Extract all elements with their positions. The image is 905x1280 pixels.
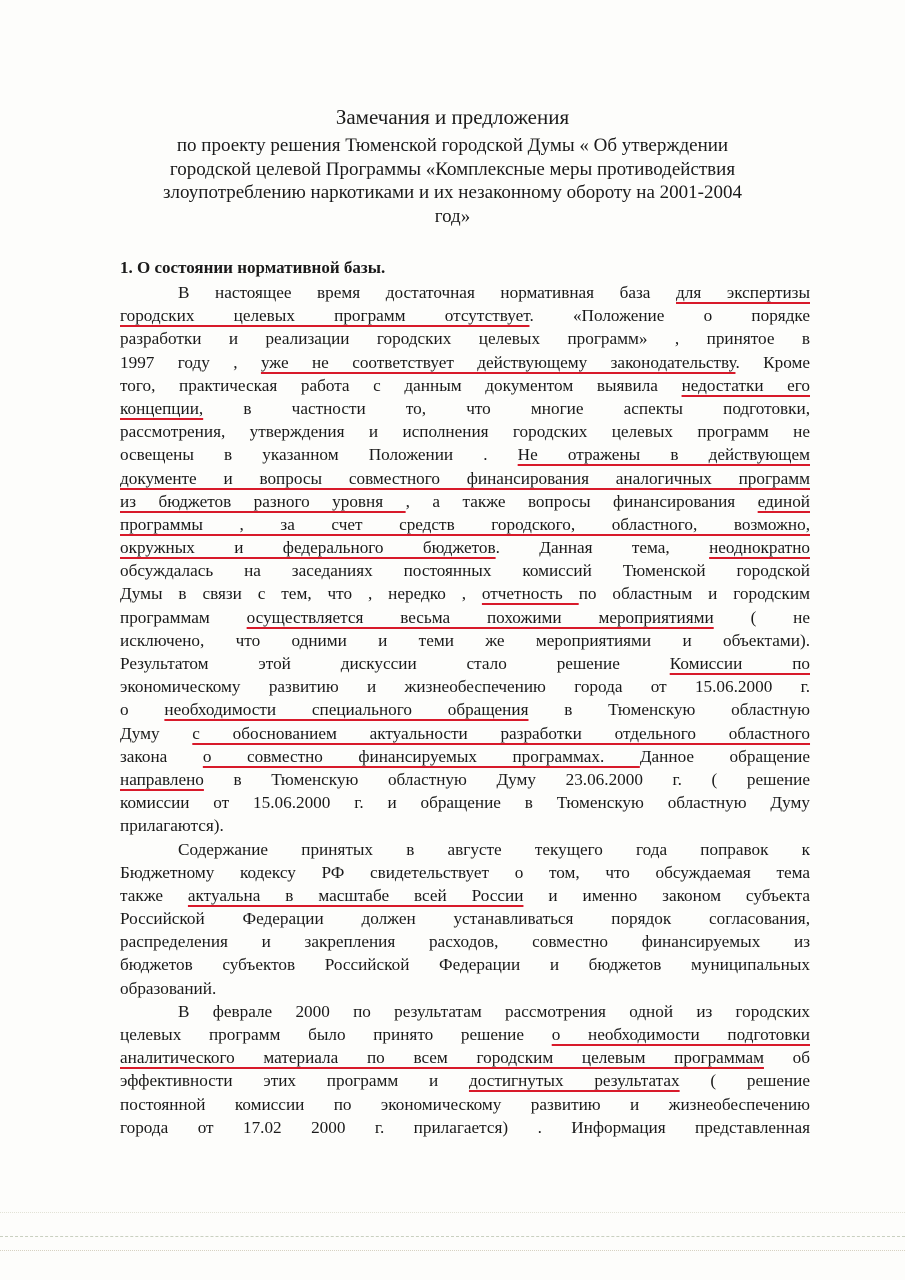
- text-run: освещены в указанном Положении .: [120, 445, 518, 465]
- underlined-phrase: Не отражены в действующем: [517, 445, 810, 465]
- text-line: [120, 838, 810, 861]
- text-line: [120, 884, 810, 907]
- text-run: эффективности этих программ и: [120, 1071, 469, 1091]
- underlined-phrase: Комиссии по: [669, 654, 810, 673]
- text-line: [120, 559, 810, 582]
- underlined-phrase: о совместно финансируемых программах.: [202, 746, 640, 766]
- document-subtitle: [0, 134, 905, 228]
- subtitle-line: по проекту решения Тюменской городской Думы « Об утверждении: [176, 135, 729, 156]
- text-line: [120, 1093, 810, 1116]
- text-line: [120, 722, 810, 745]
- document-title: Замечания и предложения: [335, 105, 570, 129]
- text-run: рассмотрения, утверждения и исполнения городских целевых программ не: [120, 422, 810, 442]
- text-line: [120, 304, 810, 327]
- text-run: постоянной комиссии по экономическому развитию и жизнеобеспечению: [120, 1094, 810, 1114]
- text-run: прилагаются).: [120, 816, 224, 836]
- text-run: закона: [120, 746, 203, 766]
- text-run: о: [120, 700, 165, 720]
- text-run: . «Положение о порядке: [529, 306, 810, 326]
- text-run: экономическому развитию и жизнеобеспечению города от 15.06.2000 г.: [120, 677, 810, 697]
- text-line: [120, 1046, 810, 1069]
- text-run: также: [120, 885, 188, 905]
- underlined-phrase: недостатки его: [681, 375, 810, 395]
- subtitle-line: год»: [434, 205, 471, 227]
- text-run: Российской Федерации должен устанавливаться порядок согласования,: [120, 909, 810, 929]
- text-run: ( не: [713, 607, 810, 627]
- underlined-phrase: достигнутых результатах: [468, 1071, 680, 1091]
- text-run: , а также вопросы финансирования: [405, 491, 758, 511]
- underlined-phrase: документе и вопросы совместного финансирования аналогичных программ: [120, 468, 810, 488]
- underlined-phrase: о необходимости подготовки: [551, 1025, 810, 1044]
- text-run: обсуждалась на заседаниях постоянных комиссий Тюменской городской: [120, 561, 810, 581]
- text-run: . Данная тема,: [495, 538, 710, 558]
- text-run: Думу: [120, 723, 193, 743]
- text-run: Содержание принятых в августе текущего года поправок к: [178, 839, 810, 859]
- text-run: ( решение: [679, 1071, 811, 1091]
- text-run: Данное обращение: [639, 746, 810, 766]
- body-text: [120, 281, 810, 1139]
- underlined-phrase: направлено: [120, 769, 204, 789]
- text-line: [120, 397, 810, 420]
- text-run: В феврале 2000 по результатам рассмотрения одной из городских: [178, 1001, 810, 1021]
- underlined-phrase: отчетность: [481, 584, 579, 604]
- text-run: программам: [120, 607, 247, 627]
- text-run: комиссии от 15.06.2000 г. и обращение в Тюменскую областную Думу: [120, 793, 810, 813]
- text-line: [120, 467, 810, 490]
- underlined-phrase: окружных и федерального бюджетов: [120, 538, 496, 558]
- subtitle-line: городской целевой Программы «Комплексные меры противодействия: [169, 158, 736, 180]
- text-line: [120, 1069, 810, 1092]
- text-line: [120, 606, 810, 629]
- text-run: разработки и реализации городских целевых программ» , принятое в: [120, 329, 810, 349]
- underlined-phrase: из бюджетов разного уровня: [120, 491, 406, 511]
- text-line: [120, 513, 810, 536]
- text-run: бюджетов субъектов Российской Федерации и бюджетов муниципальных: [120, 955, 810, 975]
- text-line: [120, 420, 810, 443]
- underlined-phrase: концепции,: [120, 398, 204, 418]
- text-line: [120, 327, 810, 350]
- text-run: в Тюменскую областную Думу 23.06.2000 г. ( решение: [203, 769, 810, 789]
- text-run: исключено, что одними и теми же мероприятиями и объектами).: [120, 630, 810, 650]
- text-line: [120, 745, 810, 768]
- text-line: [120, 374, 810, 397]
- text-line: [120, 1023, 810, 1046]
- text-line: [120, 977, 810, 1000]
- text-run: об: [763, 1048, 811, 1068]
- scan-artifact-line: [0, 1250, 905, 1252]
- underlined-phrase: единой: [757, 491, 810, 511]
- underlined-phrase: необходимости специального обращения: [164, 700, 529, 720]
- text-run: в Тюменскую областную: [528, 700, 810, 720]
- text-line: [120, 652, 810, 675]
- text-line: [120, 768, 810, 791]
- text-line: [120, 1000, 810, 1023]
- text-run: . Кроме: [735, 352, 810, 372]
- text-line: [120, 861, 810, 884]
- text-run: 1997 году ,: [120, 352, 261, 372]
- text-line: [120, 675, 810, 698]
- text-run: того, практическая работа с данным документом выявила: [120, 375, 682, 395]
- section-heading: 1. О состоянии нормативной базы.: [120, 258, 386, 277]
- text-line: [120, 351, 810, 374]
- scan-artifact-line: [0, 1236, 905, 1238]
- text-run: и именно законом субъекта: [523, 885, 810, 905]
- text-run: образований.: [120, 978, 217, 998]
- text-run: по областным и городским: [578, 584, 810, 604]
- text-run: Думы в связи с тем, что , нередко ,: [120, 584, 482, 604]
- underlined-phrase: городских целевых программ отсутствует: [120, 306, 530, 326]
- underlined-phrase: аналитического материала по всем городским целевым программам: [120, 1048, 764, 1068]
- text-run: Результатом этой дискуссии стало решение: [120, 654, 670, 673]
- text-line: [120, 443, 810, 466]
- underlined-phrase: для экспертизы: [676, 283, 810, 302]
- title-block: [0, 104, 905, 228]
- text-line: [120, 698, 810, 721]
- text-line: [120, 791, 810, 814]
- underlined-phrase: с обоснованием актуальности разработки отдельного областного: [192, 723, 811, 743]
- text-run: Бюджетному кодексу РФ свидетельствует о том, что обсуждаемая тема: [120, 862, 810, 882]
- underlined-phrase: программы , за счет средств городского, областного, возможно,: [120, 514, 810, 534]
- text-line: [120, 582, 810, 605]
- text-line: [120, 1116, 810, 1139]
- text-run: В настоящее время достаточная нормативная база: [178, 283, 677, 302]
- text-run: в частности то, что многие аспекты подготовки,: [203, 398, 810, 418]
- text-run: целевых программ было принято решение: [120, 1025, 552, 1044]
- underlined-phrase: осуществляется весьма похожими мероприятиями: [246, 607, 714, 627]
- underlined-phrase: актуальна в масштабе всей России: [187, 885, 524, 905]
- text-line: [120, 629, 810, 652]
- text-line: [120, 281, 810, 304]
- text-line: [120, 930, 810, 953]
- scan-artifact-line: [0, 1212, 905, 1214]
- text-line: [120, 907, 810, 930]
- text-line: [120, 536, 810, 559]
- text-line: [120, 490, 810, 513]
- text-line: [120, 953, 810, 976]
- text-run: распределения и закрепления расходов, совместно финансируемых из: [120, 932, 810, 952]
- underlined-phrase: неоднократно: [709, 538, 810, 558]
- text-line: [120, 814, 810, 837]
- underlined-phrase: уже не соответствует действующему законодательству: [260, 352, 736, 372]
- subtitle-line: злоупотреблению наркотиками и их незаконному обороту на 2001-2004: [163, 182, 742, 203]
- text-run: города от 17.02 2000 г. прилагается) . Информация представленная: [120, 1117, 810, 1137]
